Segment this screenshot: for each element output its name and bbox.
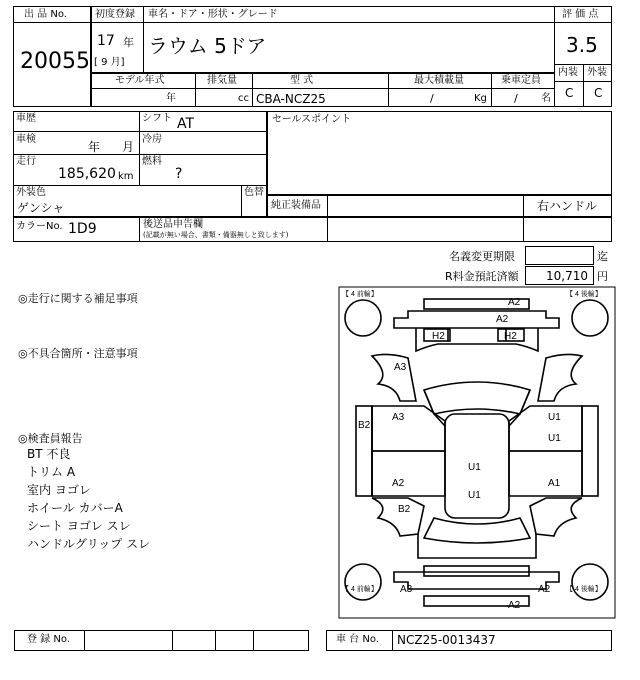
inspector-report-label: ◎検査員報告 bbox=[18, 432, 83, 445]
interior-label: 内装 bbox=[558, 67, 578, 78]
tire-label-rear-right: 【 4 後輪】 bbox=[566, 586, 602, 593]
max-load-slash: / bbox=[430, 92, 434, 105]
inspector-line: ハンドルグリップ スレ bbox=[27, 537, 151, 551]
damage-mark: U1 bbox=[548, 433, 561, 444]
damage-mark: A2 bbox=[508, 600, 521, 611]
color-change-label: 色替 bbox=[244, 187, 264, 198]
score-label: 評 価 点 bbox=[562, 9, 599, 20]
damage-mark: A2 bbox=[538, 584, 551, 595]
capacity-unit: 名 bbox=[541, 93, 551, 104]
model-value: CBA-NCZ25 bbox=[256, 92, 326, 106]
tire-label-front-right: 【 4 後輪】 bbox=[566, 291, 602, 298]
exterior-color-value: ゲンシャ bbox=[17, 201, 65, 215]
inspector-line: BT 不良 bbox=[27, 447, 71, 461]
damage-mark: H2 bbox=[432, 331, 445, 342]
ac-label: 冷房 bbox=[142, 134, 162, 145]
displacement-label: 排気量 bbox=[207, 75, 237, 86]
mileage-label: 走行 bbox=[16, 156, 36, 167]
capacity-slash: / bbox=[514, 92, 518, 105]
damage-mark: A1 bbox=[548, 478, 561, 489]
inspector-line: 室内 ヨゴレ bbox=[27, 483, 91, 497]
shift-label: シフト bbox=[142, 113, 172, 124]
registration-label: 登 録 No. bbox=[27, 634, 70, 645]
max-load-unit: Kg bbox=[474, 93, 487, 104]
shift-value: AT bbox=[177, 116, 195, 132]
damage-mark: U1 bbox=[468, 490, 481, 501]
exterior-color-label: 外装色 bbox=[16, 187, 46, 198]
fuel-value: ? bbox=[175, 166, 183, 182]
driving-notes-label: ◎走行に関する補足事項 bbox=[18, 292, 138, 305]
history-label: 車歴 bbox=[16, 113, 36, 124]
recycle-unit: 円 bbox=[597, 270, 608, 283]
recycle-label: R料金預託済額 bbox=[445, 270, 519, 283]
capacity-label: 乗車定員 bbox=[501, 75, 541, 86]
max-load-label: 最大積載量 bbox=[414, 75, 464, 86]
chassis-label: 車 台 No. bbox=[336, 634, 379, 645]
exterior-label: 外装 bbox=[587, 67, 607, 78]
color-no-label: カラーNo. bbox=[16, 221, 63, 232]
color-no-value: 1D9 bbox=[68, 221, 97, 237]
chassis-value: NCZ25-0013437 bbox=[397, 633, 496, 647]
name-change-field bbox=[525, 246, 594, 265]
damage-mark: A2 bbox=[496, 314, 509, 325]
tire-label-rear-left: 【 4 前輪】 bbox=[342, 586, 378, 593]
inspector-line: ホイール カバーA bbox=[27, 501, 123, 515]
inspection-label: 車検 bbox=[16, 134, 36, 145]
first-reg-year: 17 bbox=[97, 33, 115, 49]
first-reg-month: [ 9 月] bbox=[94, 57, 125, 68]
handle-value: 右ハンドル bbox=[537, 199, 598, 213]
defects-notes-label: ◎不具合箇所・注意事項 bbox=[18, 347, 138, 360]
car-damage-diagram bbox=[338, 286, 616, 619]
name-change-label: 名義変更期限 bbox=[449, 250, 515, 263]
damage-mark: A2 bbox=[508, 297, 521, 308]
model-year-label: モデル年式 bbox=[115, 75, 165, 86]
damage-mark: B2 bbox=[398, 504, 411, 515]
fuel-label: 燃料 bbox=[142, 156, 162, 167]
mileage-unit: km bbox=[118, 171, 134, 182]
interior-grade: C bbox=[565, 86, 574, 100]
inspector-line: トリム A bbox=[27, 465, 76, 479]
damage-mark: U1 bbox=[468, 462, 481, 473]
lot-label: 出 品 No. bbox=[24, 9, 67, 20]
damage-mark: U1 bbox=[548, 412, 561, 423]
recycle-value: 10,710 bbox=[546, 269, 588, 283]
lot-number: 20055 bbox=[20, 49, 90, 74]
damage-mark: B2 bbox=[358, 420, 371, 431]
sales-point-label: セールスポイント bbox=[272, 114, 352, 125]
genuine-equip-label: 純正装備品 bbox=[271, 200, 321, 211]
damage-mark: A3 bbox=[400, 584, 413, 595]
later-delivery-note: (記載が無い場合、書類・備器無しと致します) bbox=[143, 231, 289, 239]
first-reg-label: 初度登録 bbox=[95, 9, 135, 20]
model-label: 型 式 bbox=[290, 75, 314, 86]
mileage-value: 185,620 bbox=[58, 166, 116, 182]
name-change-unit: 迄 bbox=[597, 250, 608, 263]
model-year-unit: 年 bbox=[166, 93, 176, 104]
car-name-label: 車名・ドア・形状・グレード bbox=[148, 9, 278, 20]
damage-mark: A3 bbox=[394, 362, 407, 373]
inspector-line: シート ヨゴレ スレ bbox=[27, 519, 131, 533]
exterior-grade: C bbox=[594, 86, 603, 100]
score-value: 3.5 bbox=[566, 33, 598, 57]
later-delivery-label: 後送品申告欄 bbox=[143, 219, 203, 230]
car-name: ラウム 5ドア bbox=[148, 34, 267, 58]
damage-mark: A3 bbox=[392, 412, 405, 423]
tire-label-front-left: 【 4 前輪】 bbox=[342, 291, 378, 298]
color-no-box bbox=[13, 217, 612, 242]
damage-mark: H2 bbox=[504, 331, 517, 342]
inspection-month-unit: 月 bbox=[122, 140, 135, 154]
first-reg-year-unit: 年 bbox=[123, 36, 134, 49]
damage-mark: A2 bbox=[392, 478, 405, 489]
inspection-year-unit: 年 bbox=[88, 140, 101, 154]
displacement-unit: cc bbox=[238, 93, 249, 104]
